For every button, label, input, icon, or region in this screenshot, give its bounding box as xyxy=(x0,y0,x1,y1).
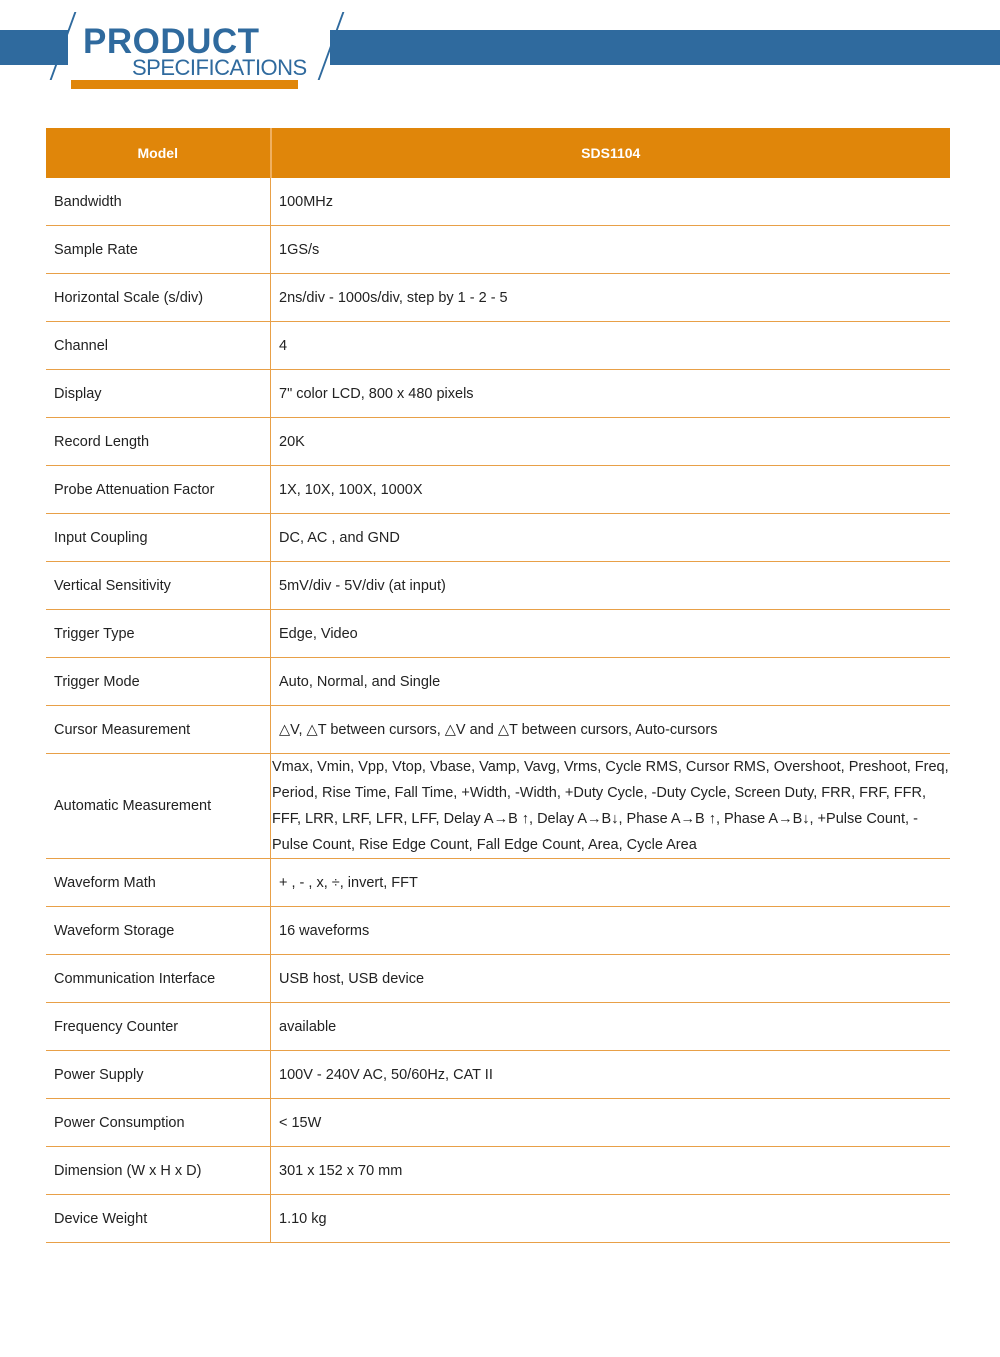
spec-value: 2ns/div - 1000s/div, step by 1 - 2 - 5 xyxy=(271,274,951,322)
table-row xyxy=(46,370,950,418)
spec-value: + , - , x, ÷, invert, FFT xyxy=(271,859,951,907)
table-header-row xyxy=(46,128,950,178)
spec-value: 16 waveforms xyxy=(271,907,951,955)
table-row xyxy=(46,466,950,514)
spec-value: 7" color LCD, 800 x 480 pixels xyxy=(271,370,951,418)
spec-value: Auto, Normal, and Single xyxy=(271,658,951,706)
table-row xyxy=(46,1147,950,1195)
spec-label: Vertical Sensitivity xyxy=(46,562,271,610)
spec-label: Horizontal Scale (s/div) xyxy=(46,274,271,322)
table-row xyxy=(46,706,950,754)
table-row xyxy=(46,754,950,859)
spec-label: Record Length xyxy=(46,418,271,466)
table-row xyxy=(46,1003,950,1051)
spec-value: 1X, 10X, 100X, 1000X xyxy=(271,466,951,514)
spec-label: Frequency Counter xyxy=(46,1003,271,1051)
table-row xyxy=(46,1195,950,1243)
spec-label: Sample Rate xyxy=(46,226,271,274)
spec-label: Waveform Storage xyxy=(46,907,271,955)
table-row xyxy=(46,1051,950,1099)
table-row xyxy=(46,658,950,706)
table-row xyxy=(46,418,950,466)
spec-label: Channel xyxy=(46,322,271,370)
table-row xyxy=(46,514,950,562)
spec-table xyxy=(46,128,950,1243)
spec-label: Waveform Math xyxy=(46,859,271,907)
table-row xyxy=(46,274,950,322)
spec-label: Display xyxy=(46,370,271,418)
spec-value: 100V - 240V AC, 50/60Hz, CAT II xyxy=(271,1051,951,1099)
table-row xyxy=(46,907,950,955)
spec-value: 1GS/s xyxy=(271,226,951,274)
spec-label: Communication Interface xyxy=(46,955,271,1003)
spec-value: 4 xyxy=(271,322,951,370)
header-model-value: SDS1104 xyxy=(271,128,951,178)
spec-label: Trigger Type xyxy=(46,610,271,658)
spec-label: Cursor Measurement xyxy=(46,706,271,754)
spec-value: 5mV/div - 5V/div (at input) xyxy=(271,562,951,610)
spec-label: Power Consumption xyxy=(46,1099,271,1147)
table-row xyxy=(46,1099,950,1147)
spec-label: Device Weight xyxy=(46,1195,271,1243)
table-row xyxy=(46,562,950,610)
spec-value: Edge, Video xyxy=(271,610,951,658)
header-band-right xyxy=(330,30,1000,65)
spec-value: < 15W xyxy=(271,1099,951,1147)
spec-label: Probe Attenuation Factor xyxy=(46,466,271,514)
spec-value: 301 x 152 x 70 mm xyxy=(271,1147,951,1195)
page-title: PRODUCT xyxy=(83,22,260,61)
table-row xyxy=(46,610,950,658)
spec-label: Automatic Measurement xyxy=(46,754,271,859)
title-underline xyxy=(71,80,298,89)
spec-value: 100MHz xyxy=(271,178,951,226)
table-row xyxy=(46,955,950,1003)
spec-value: available xyxy=(271,1003,951,1051)
spec-label: Power Supply xyxy=(46,1051,271,1099)
table-row xyxy=(46,226,950,274)
spec-label: Bandwidth xyxy=(46,178,271,226)
page-subtitle: SPECIFICATIONS xyxy=(132,55,307,80)
spec-value: USB host, USB device xyxy=(271,955,951,1003)
table-row xyxy=(46,322,950,370)
spec-value: DC, AC , and GND xyxy=(271,514,951,562)
spec-value: 20K xyxy=(271,418,951,466)
spec-label: Dimension (W x H x D) xyxy=(46,1147,271,1195)
spec-value: △V, △T between cursors, △V and △T between cursors, Auto-cursors xyxy=(271,706,951,754)
spec-value: Vmax, Vmin, Vpp, Vtop, Vbase, Vamp, Vavg, Vrms, Cycle RMS, Cursor RMS, Overshoot, Preshoot, Freq, Period, Rise Time, Fall Time, +Width, -Width, +Duty Cycle, -Duty Cycle, Screen Duty, FRR, FRF, FFR, FFF, LRR, LRF, LFR, LFF, Delay A→B ↑, Delay A→B↓, Phase A→B ↑, Phase A→B↓, +Pulse Count, -Pulse Count, Rise Edge Count, Fall Edge Count, Area, Cycle Area xyxy=(271,754,951,859)
header-model: Model xyxy=(46,128,271,178)
table-row xyxy=(46,859,950,907)
table-row xyxy=(46,178,950,226)
spec-value: 1.10 kg xyxy=(271,1195,951,1243)
spec-label: Input Coupling xyxy=(46,514,271,562)
spec-label: Trigger Mode xyxy=(46,658,271,706)
